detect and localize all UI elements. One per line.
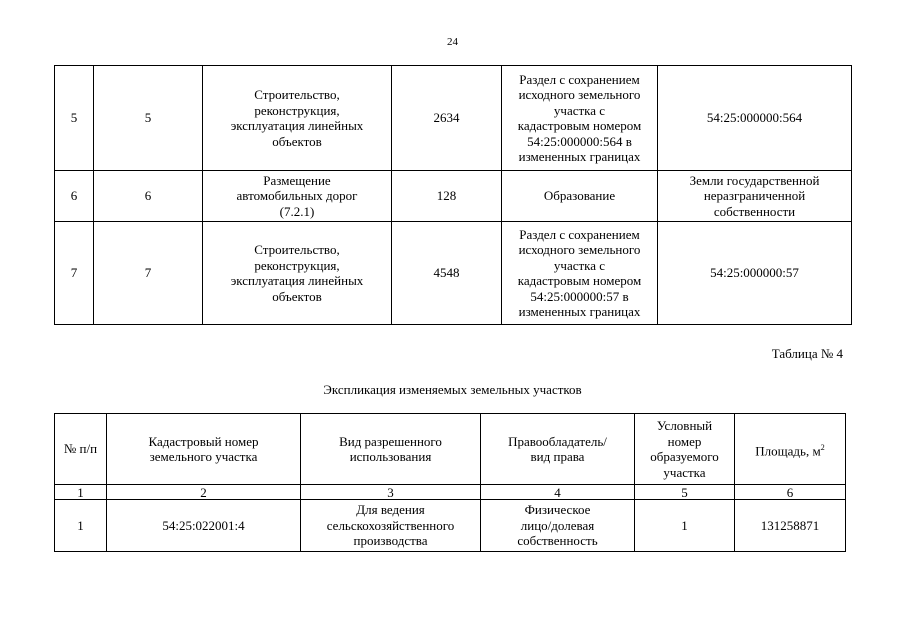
table-header-cell: Вид разрешенного использования: [301, 414, 481, 485]
table-cell: 6: [55, 171, 94, 222]
column-number-cell: 5: [635, 485, 735, 500]
table-row: [55, 222, 852, 325]
table-cell: Земли государственной неразграниченной собственности: [658, 171, 852, 222]
table-cell: 54:25:000000:57: [658, 222, 852, 325]
table-row: [55, 500, 846, 552]
table-title: Экспликация изменяемых земельных участков: [323, 382, 582, 397]
table-cell: Строительство, реконструкция, эксплуатация линейных объектов: [203, 66, 392, 171]
table-cell: 1: [55, 500, 107, 552]
table-cell: 7: [55, 222, 94, 325]
table-header-cell: Условный номер образуемого участка: [635, 414, 735, 485]
table-cell: 128: [392, 171, 502, 222]
table-cell: Для ведения сельскохозяйственного производства: [301, 500, 481, 552]
table-cell: Строительство, реконструкция, эксплуатация линейных объектов: [203, 222, 392, 325]
column-number-cell: 6: [735, 485, 846, 500]
column-number-cell: 3: [301, 485, 481, 500]
table-cell: Физическое лицо/долевая собственность: [481, 500, 635, 552]
table-header-cell: Площадь, $м^2$: [735, 414, 846, 485]
table-cell: 4548: [392, 222, 502, 325]
table-cell: 54:25:000000:564: [658, 66, 852, 171]
changed-plots-table: [54, 413, 846, 552]
table-cell: Раздел с сохранением исходного земельного участка с кадастровым номером 54:25:000000:57 в измененных границах: [502, 222, 658, 325]
land-plots-table-continuation: [54, 65, 852, 325]
table-header-cell: Кадастровый номер земельного участка: [107, 414, 301, 485]
table-cell: 7: [94, 222, 203, 325]
table-cell: Образование: [502, 171, 658, 222]
column-number-cell: 4: [481, 485, 635, 500]
table-row: [55, 66, 852, 171]
table-cell: 131258871: [735, 500, 846, 552]
area-unit-superscript: 2: [820, 442, 825, 452]
page-number: 24: [447, 36, 458, 48]
column-number-cell: 1: [55, 485, 107, 500]
table-cell: 2634: [392, 66, 502, 171]
table-cell: Раздел с сохранением исходного земельного участка с кадастровым номером 54:25:000000:564 в измененных границах: [502, 66, 658, 171]
table-cell: 54:25:022001:4: [107, 500, 301, 552]
table-cell: 6: [94, 171, 203, 222]
table-header-cell: № п/п: [55, 414, 107, 485]
column-number-cell: 2: [107, 485, 301, 500]
table-cell: 5: [94, 66, 203, 171]
table-header-row: [55, 414, 846, 485]
table-cell: 1: [635, 500, 735, 552]
table-header-cell: Правообладатель/ вид права: [481, 414, 635, 485]
table-number: Таблица № 4: [771, 346, 843, 361]
table-cell: Размещение автомобильных дорог (7.2.1): [203, 171, 392, 222]
table-cell: 5: [55, 66, 94, 171]
column-number-row: [55, 485, 846, 500]
table-row: [55, 171, 852, 222]
